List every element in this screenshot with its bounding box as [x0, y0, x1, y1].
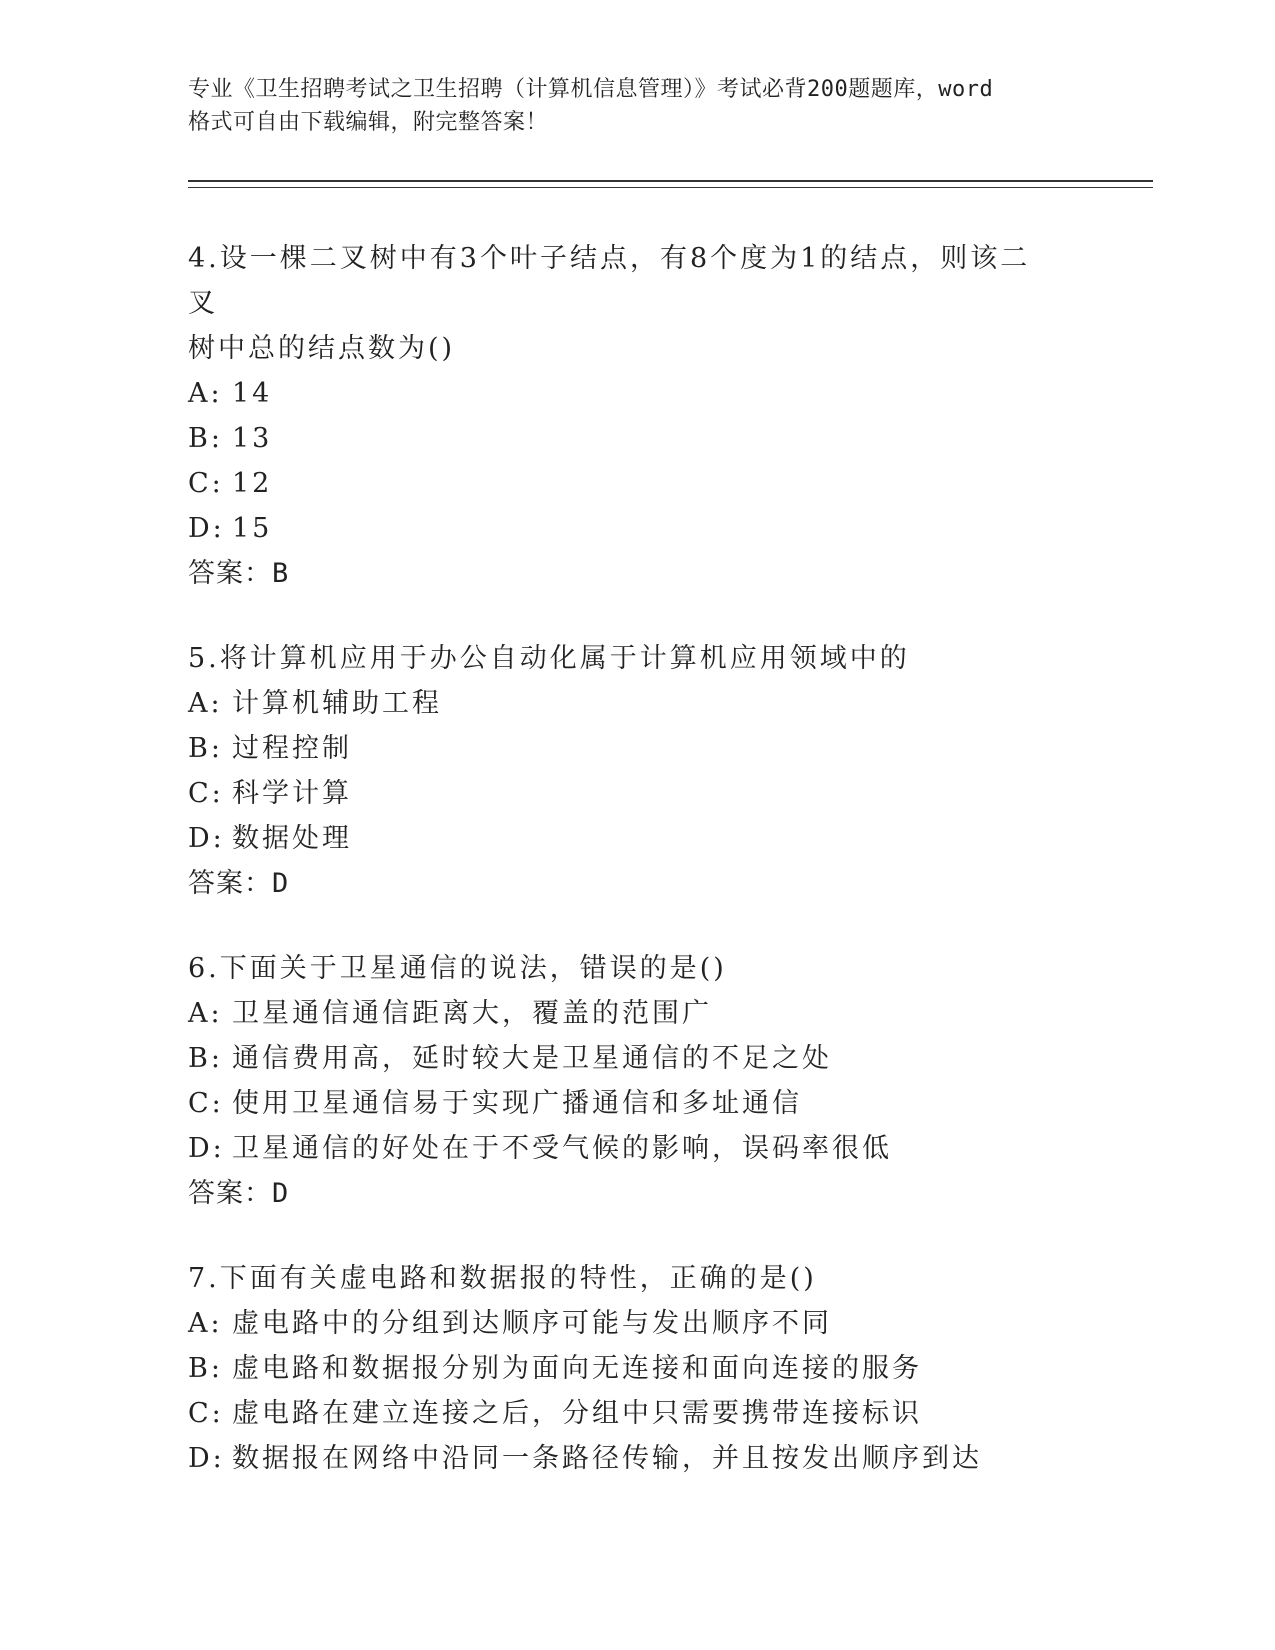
question-stem: [188, 236, 1048, 371]
option-c: [188, 1081, 1168, 1126]
option-label: C:: [188, 1398, 224, 1429]
option-d: [188, 1126, 1168, 1171]
question-4: [188, 236, 1168, 596]
answer-line: 答案：D: [188, 868, 290, 899]
question-stem-line-1: 5.将计算机应用于办公自动化属于计算机应用领域中的: [188, 643, 910, 674]
option-d: [188, 1436, 1168, 1481]
option-label: D:: [188, 1133, 225, 1164]
option-d: [188, 506, 1168, 551]
question-6: [188, 946, 1168, 1216]
option-b: [188, 1036, 1168, 1081]
question-7: [188, 1256, 1168, 1481]
option-text: 使用卫星通信易于实现广播通信和多址通信: [232, 1088, 802, 1119]
option-text: 数据处理: [232, 823, 352, 854]
question-5: [188, 636, 1168, 906]
option-a: [188, 1301, 1168, 1346]
question-stem-line-2: 树中总的结点数为(): [188, 333, 456, 364]
option-text: 14: [232, 378, 273, 409]
option-text: 15: [232, 513, 273, 544]
option-b: [188, 416, 1168, 461]
option-label: C:: [188, 1088, 224, 1119]
question-stem-line-1: 6.下面关于卫星通信的说法，错误的是(): [188, 953, 727, 984]
option-text: 科学计算: [232, 778, 352, 809]
option-c: [188, 461, 1168, 506]
option-label: D:: [188, 513, 225, 544]
option-label: A:: [188, 1308, 223, 1339]
option-c: [188, 1391, 1168, 1436]
option-d: [188, 816, 1168, 861]
option-label: B:: [188, 1353, 223, 1384]
question-stem-line-1: 7.下面有关虚电路和数据报的特性，正确的是(): [188, 1263, 817, 1294]
option-label: B:: [188, 733, 223, 764]
option-label: C:: [188, 778, 224, 809]
option-text: 通信费用高，延时较大是卫星通信的不足之处: [232, 1043, 832, 1074]
option-label: D:: [188, 1443, 225, 1474]
option-label: B:: [188, 423, 223, 454]
option-label: B:: [188, 1043, 223, 1074]
question-stem: [188, 946, 1048, 991]
option-c: [188, 771, 1168, 816]
question-stem-line-1: 4.设一棵二叉树中有3个叶子结点，有8个度为1的结点，则该二叉: [188, 243, 1031, 319]
option-text: 虚电路在建立连接之后，分组中只需要携带连接标识: [232, 1398, 922, 1429]
option-text: 计算机辅助工程: [232, 688, 442, 719]
option-text: 数据报在网络中沿同一条路径传输，并且按发出顺序到达: [232, 1443, 982, 1474]
option-a: [188, 991, 1168, 1036]
header-line-2: 格式可自由下载编辑，附完整答案！: [188, 110, 549, 135]
header-line-1: 专业《卫生招聘考试之卫生招聘（计算机信息管理）》考试必背200题题库，word: [188, 77, 994, 102]
option-text: 卫星通信的好处在于不受气候的影响，误码率很低: [232, 1133, 892, 1164]
option-text: 卫星通信通信距离大，覆盖的范围广: [232, 998, 712, 1029]
option-label: C:: [188, 468, 224, 499]
option-label: D:: [188, 823, 225, 854]
option-label: A:: [188, 688, 223, 719]
option-a: [188, 371, 1168, 416]
question-stem: [188, 636, 1048, 681]
option-b: [188, 726, 1168, 771]
header-divider: [188, 180, 1153, 188]
option-text: 13: [232, 423, 273, 454]
option-label: A:: [188, 998, 223, 1029]
answer-line: 答案：D: [188, 1178, 290, 1209]
option-text: 虚电路和数据报分别为面向无连接和面向连接的服务: [232, 1353, 922, 1384]
option-a: [188, 681, 1168, 726]
option-text: 过程控制: [232, 733, 352, 764]
option-text: 12: [232, 468, 273, 499]
question-list: [188, 236, 1168, 1521]
answer-line: 答案：B: [188, 558, 290, 589]
option-b: [188, 1346, 1168, 1391]
option-label: A:: [188, 378, 223, 409]
document-header: [188, 73, 1088, 139]
question-stem: [188, 1256, 1048, 1301]
option-text: 虚电路中的分组到达顺序可能与发出顺序不同: [232, 1308, 832, 1339]
